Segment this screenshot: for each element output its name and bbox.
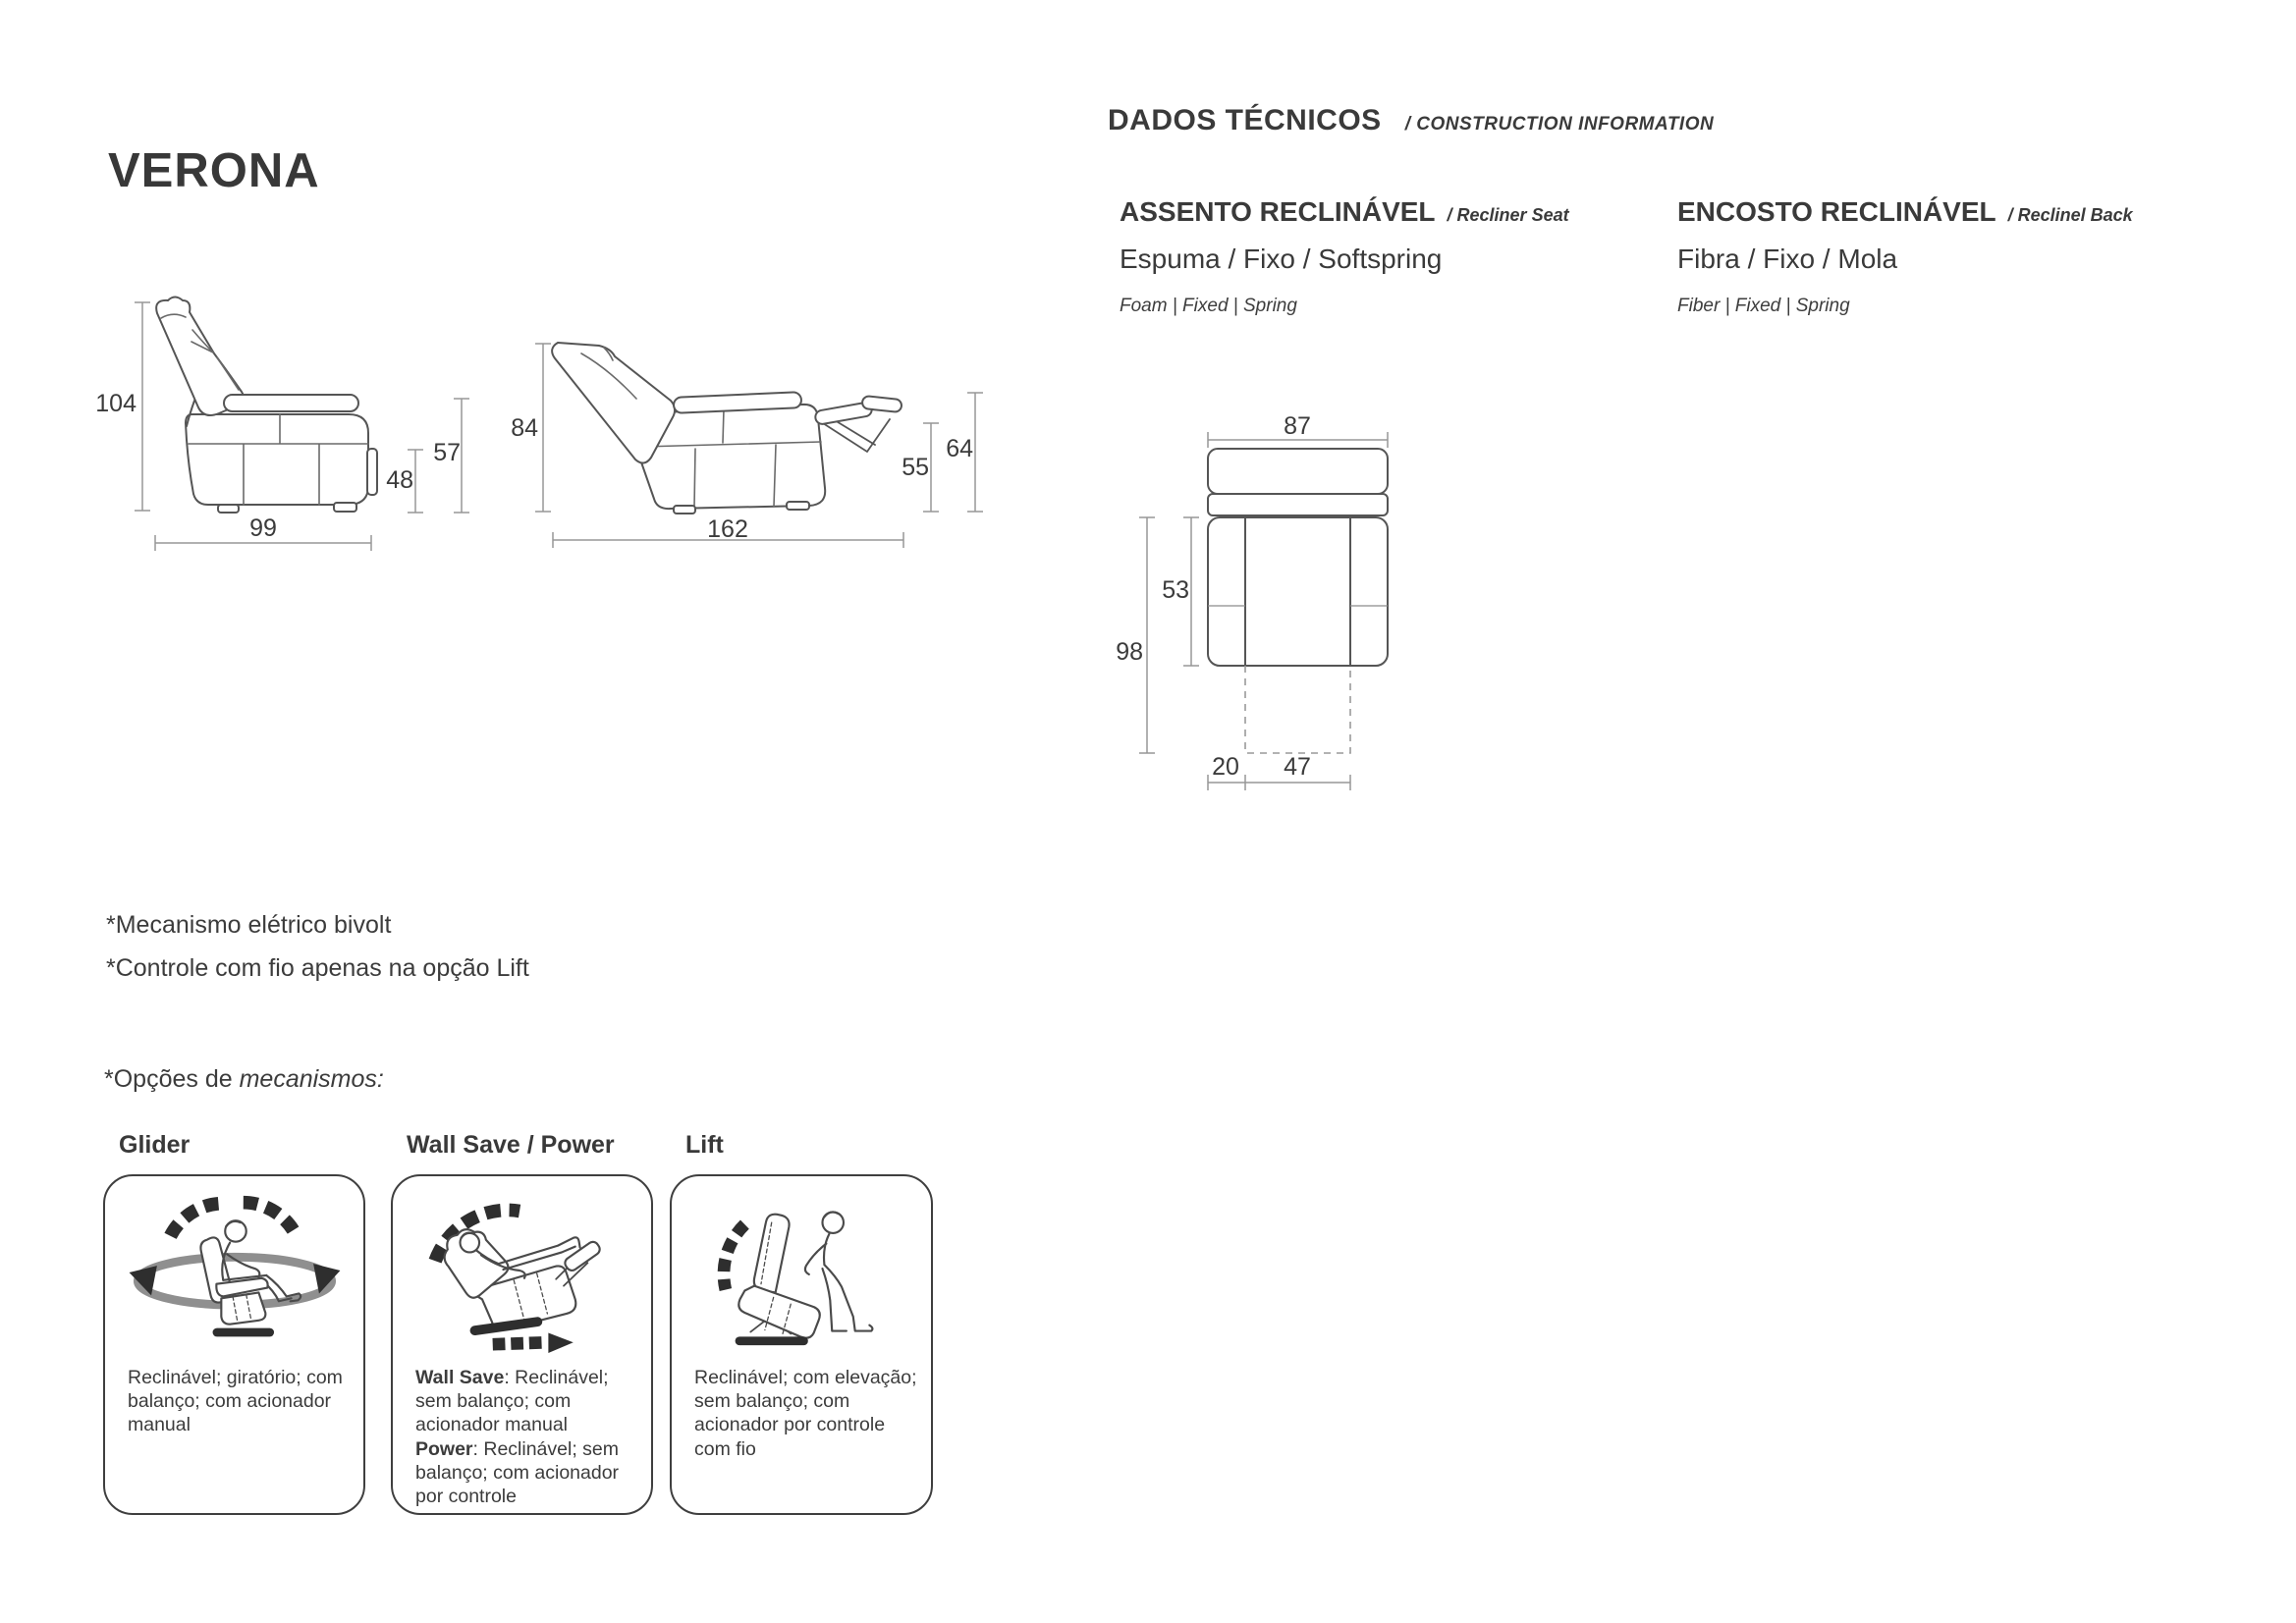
back-spec-value-en: Fiber | Fixed | Spring	[1677, 296, 1850, 316]
mechanism-options-label	[104, 1065, 384, 1094]
dim-label-footrest-height: 55	[902, 454, 929, 481]
mechanism-lift	[670, 1131, 933, 1515]
mechanism-glider-description: Reclinável; giratório; com balanço; com acionador manual	[128, 1367, 343, 1436]
back-spec-title	[1677, 196, 2227, 228]
dim-label-height-closed: 104	[95, 390, 137, 417]
dim-label-arm-height: 57	[433, 439, 461, 466]
seat-spec-title	[1120, 196, 1669, 228]
seat-spec-title-en: / Recliner Seat	[1447, 205, 1569, 225]
seat-spec-value-en: Foam | Fixed | Spring	[1120, 296, 1297, 316]
tech-header	[1108, 104, 1714, 137]
back-spec-title-pt: ENCOSTO RECLINÁVEL	[1677, 196, 1996, 227]
dim-label-depth-open: 162	[707, 515, 748, 543]
mechanism-wall-save-power-description: Wall Save: Reclinável; sem balanço; com acionador manual Power: Reclinável; sem balanço; com acionador por controle	[415, 1367, 620, 1507]
dim-label-total-depth: 98	[1116, 638, 1143, 666]
dim-label-footrest-offset: 20	[1212, 753, 1239, 781]
glider-mechanism-icon	[122, 1188, 348, 1353]
dim-label-height-open: 84	[511, 414, 538, 442]
note-bivolt: *Mecanismo elétrico bivolt	[106, 911, 392, 939]
mechanism-glider-box	[103, 1174, 365, 1515]
mechanism-lift-title: Lift	[685, 1131, 724, 1159]
product-title: VERONA	[108, 144, 320, 197]
dim-label-footrest-width: 47	[1284, 753, 1311, 781]
side-view-closed-linework	[93, 293, 476, 553]
seat-spec	[1120, 196, 1669, 334]
lift-mechanism-icon	[688, 1188, 914, 1353]
seat-spec-value: Espuma / Fixo / Softspring	[1120, 243, 1443, 274]
top-view-drawing	[1100, 412, 1414, 805]
mechanism-wall-save-power-title: Wall Save / Power	[407, 1131, 615, 1159]
mechanism-options-label-italic: mecanismos:	[239, 1065, 384, 1093]
dim-label-headrest-height: 64	[946, 435, 973, 462]
mechanism-lift-description: Reclinável; com elevação; sem balanço; com acionador por controle com fio	[694, 1367, 917, 1460]
mechanism-wall-save-power	[391, 1131, 653, 1515]
mechanism-wall-save-power-box	[391, 1174, 653, 1515]
dim-label-width-closed: 99	[249, 514, 277, 542]
mechanism-lift-box	[670, 1174, 933, 1515]
mechanism-glider-title: Glider	[119, 1131, 191, 1159]
side-view-reclined-drawing	[511, 293, 987, 553]
back-spec-value: Fibra / Fixo / Mola	[1677, 243, 1898, 274]
back-spec	[1677, 196, 2227, 334]
back-spec-title-en: / Reclinel Back	[2007, 205, 2133, 225]
note-lift-control: *Controle com fio apenas na opção Lift	[106, 954, 529, 982]
mechanism-options-label-regular: *Opções de	[104, 1065, 240, 1093]
tech-header-en: / CONSTRUCTION INFORMATION	[1404, 114, 1715, 135]
dim-label-seat-height: 48	[386, 466, 413, 494]
mechanism-glider	[103, 1131, 365, 1515]
dim-label-top-width: 87	[1284, 412, 1311, 440]
top-view-linework	[1100, 412, 1414, 805]
dim-label-seat-depth: 53	[1162, 576, 1189, 604]
tech-header-pt: DADOS TÉCNICOS	[1108, 104, 1382, 136]
seat-spec-title-pt: ASSENTO RECLINÁVEL	[1120, 196, 1436, 227]
side-view-reclined-linework	[511, 293, 987, 553]
side-view-closed-drawing	[93, 293, 476, 553]
wall-save-power-mechanism-icon	[410, 1188, 635, 1353]
